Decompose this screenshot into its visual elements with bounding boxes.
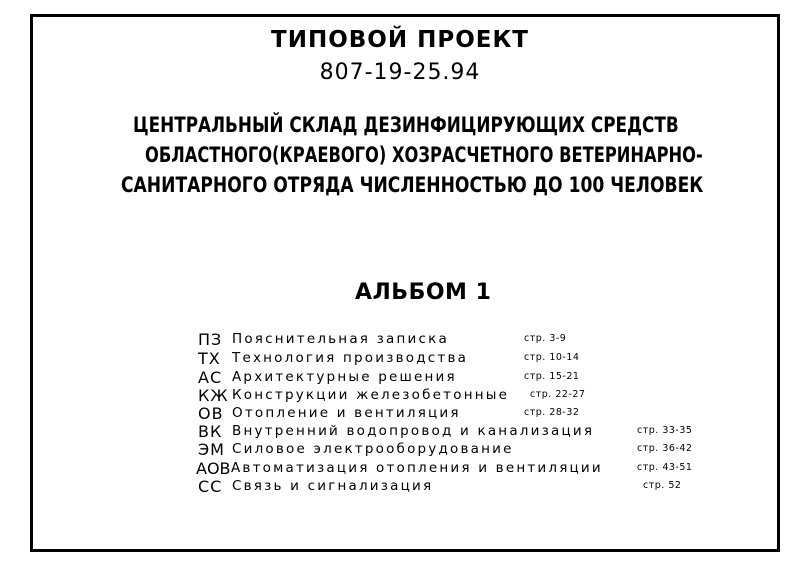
section-label: Связь и сигнализация	[232, 478, 434, 494]
section-pages: стр. 10-14	[524, 352, 580, 363]
contents-row	[0, 477, 800, 497]
section-pages: стр. 36-42	[637, 443, 693, 454]
document-type-title: ТИПОВОЙ ПРОЕКТ	[271, 27, 529, 53]
project-name-line-2: ОБЛАСТНОГО(КРАЕВОГО) ХОЗРАСЧЕТНОГО ВЕТЕРИНАРНО-	[145, 143, 703, 167]
contents-row	[0, 368, 800, 388]
section-code: КЖ	[198, 386, 229, 405]
section-label: Конструкции железобетонные	[232, 387, 510, 403]
project-name-line-3: САНИТАРНОГО ОТРЯДА ЧИСЛЕННОСТЬЮ ДО 100 ЧЕЛОВЕК	[121, 173, 704, 197]
project-name-line-1: ЦЕНТРАЛЬНЫЙ СКЛАД ДЕЗИНФИЦИРУЮЩИХ СРЕДСТВ	[133, 113, 679, 137]
section-code: АС	[198, 368, 223, 387]
contents-row	[0, 386, 800, 406]
section-label: Силовое электрооборудование	[232, 441, 514, 457]
section-label: Отопление и вентиляция	[232, 405, 461, 421]
section-code: ПЗ	[198, 330, 223, 349]
section-pages: стр. 22-27	[530, 389, 586, 400]
contents-row	[0, 349, 800, 369]
album-title: АЛЬБОМ 1	[355, 280, 492, 305]
section-pages: стр. 3-9	[524, 333, 567, 344]
section-pages: стр. 15-21	[524, 371, 580, 382]
section-code: СС	[198, 477, 223, 496]
project-code: 807-19-25.94	[319, 60, 481, 85]
contents-row	[0, 422, 800, 442]
contents-row	[0, 404, 800, 424]
contents-row	[0, 330, 800, 350]
section-label: Внутренний водопровод и канализация	[232, 423, 595, 439]
contents-row	[0, 459, 800, 479]
section-code: ВК	[198, 422, 223, 441]
section-code: ЭМ	[198, 440, 225, 459]
section-pages: стр. 28-32	[524, 407, 580, 418]
section-label: Автоматизация отопления и вентиляции	[231, 460, 603, 476]
section-pages: стр. 43-51	[637, 462, 693, 473]
section-label: Архитектурные решения	[232, 369, 457, 385]
section-code: ТХ	[198, 349, 221, 368]
section-pages: стр. 33-35	[637, 425, 693, 436]
section-pages: стр. 52	[643, 480, 682, 491]
section-label: Технология производства	[232, 350, 469, 366]
section-code: АОВ	[196, 459, 231, 478]
section-code: ОВ	[198, 404, 224, 423]
section-label: Пояснительная записка	[232, 331, 449, 347]
contents-row	[0, 440, 800, 460]
